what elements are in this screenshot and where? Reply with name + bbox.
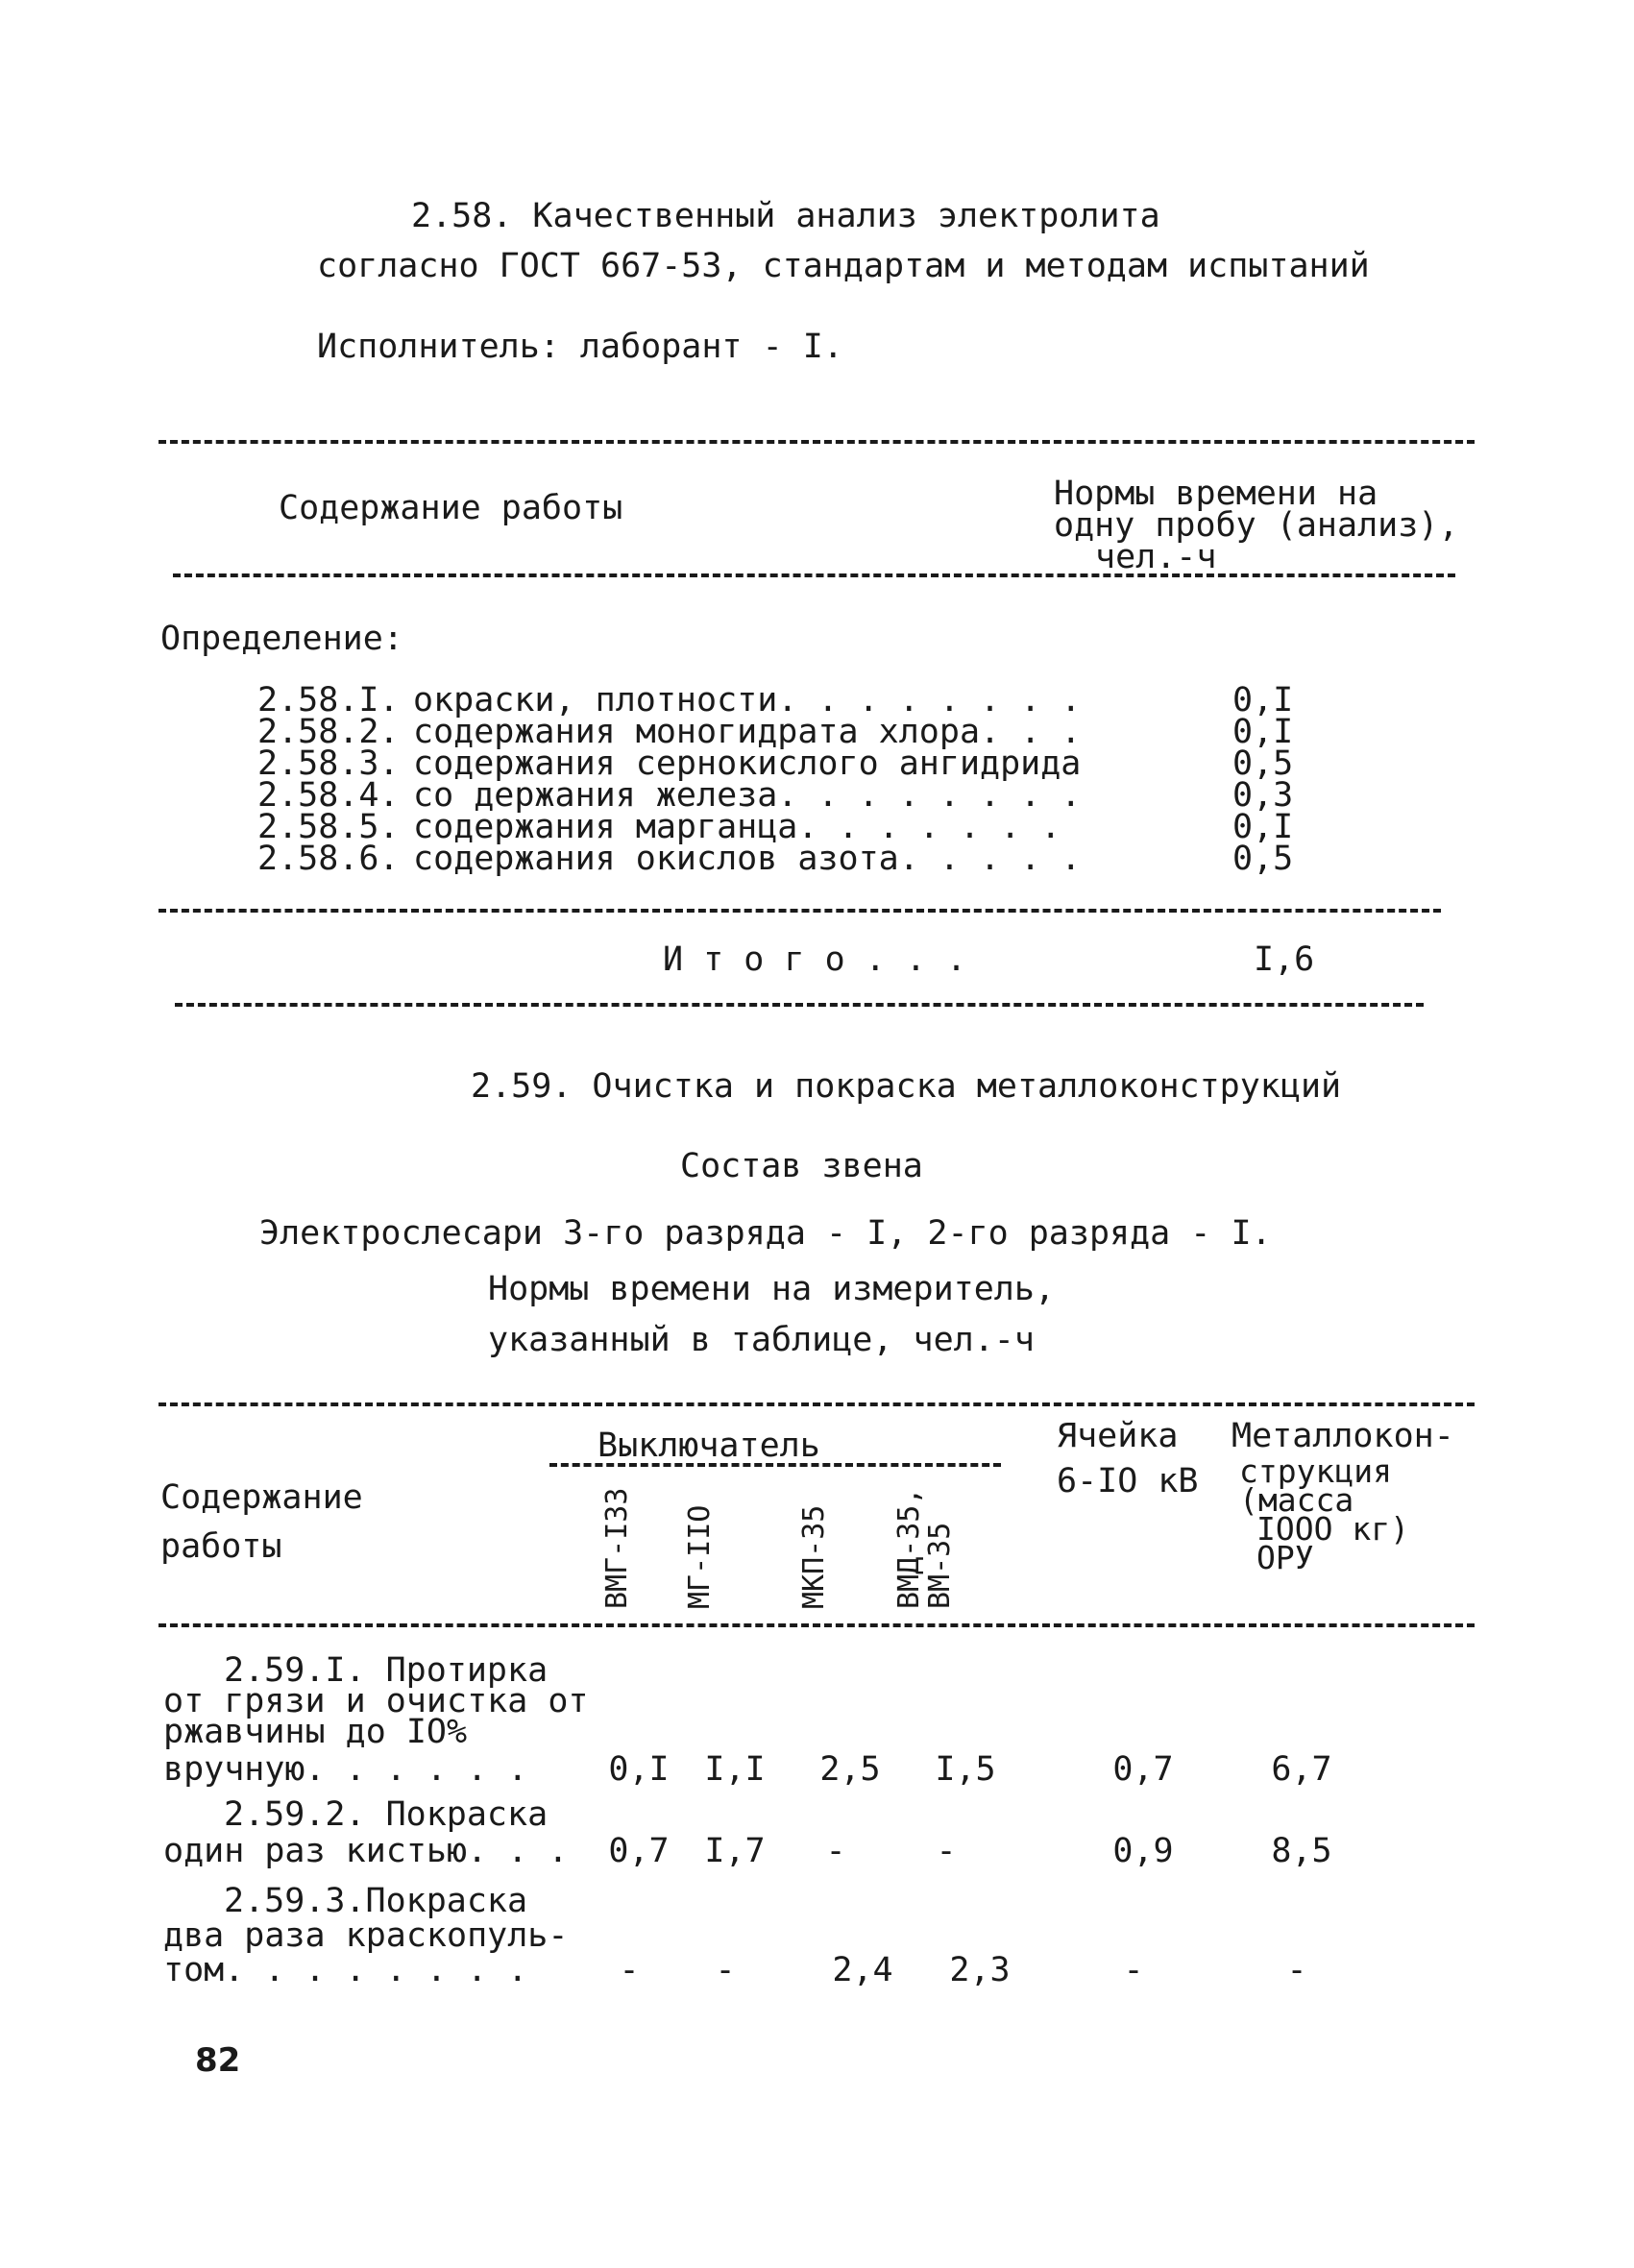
table-259-col-metal-line4: IOOO кг) bbox=[1256, 1510, 1409, 1548]
section-258-executor: Исполнитель: лаборант - I. bbox=[317, 328, 843, 366]
table-row-text: содержания окислов азота. . . . . bbox=[413, 840, 1082, 878]
table-row-value: 0,I bbox=[1232, 713, 1294, 751]
section-259-title: 2.59. Очистка и покраска металлоконструкций bbox=[471, 1067, 1342, 1106]
row-value: 2,4 bbox=[832, 1951, 893, 1989]
row-text-line: 2.59.3.Покраска bbox=[224, 1882, 528, 1920]
row-value: I,5 bbox=[935, 1750, 996, 1789]
table-row-value: 0,I bbox=[1232, 808, 1294, 846]
row-text-line: один раз кистью. . . bbox=[163, 1832, 569, 1870]
table-row-num: 2.58.2. bbox=[257, 713, 400, 751]
table-259-col-metal-line3: (масса bbox=[1239, 1481, 1354, 1519]
table-row-value: 0,5 bbox=[1232, 744, 1294, 783]
section-258-title-line2: согласно ГОСТ 667-53, стандартам и методам испытаний bbox=[317, 247, 1370, 285]
table-258-total-label: И т о г о . . . bbox=[663, 940, 967, 979]
rule-header-bottom bbox=[173, 573, 1455, 577]
section-259-crew: Электрослесари 3-го разряда - I, 2-го разряда - I. bbox=[259, 1214, 1272, 1253]
table-259-switch-col-4: ВМД-35, bbox=[892, 1487, 926, 1609]
row-value: - bbox=[825, 1832, 846, 1870]
row-value: 2,5 bbox=[819, 1750, 881, 1789]
row-value: - bbox=[715, 1951, 736, 1989]
table-row-num: 2.58.I. bbox=[257, 681, 400, 719]
table-258-col2-header-line1: Нормы времени на bbox=[1054, 475, 1378, 513]
row-value: I,7 bbox=[704, 1832, 766, 1870]
rule-top bbox=[159, 440, 1475, 444]
row-value: 2,3 bbox=[949, 1951, 1011, 1989]
table-258-col1-header: Содержание работы bbox=[279, 489, 623, 527]
row-text-line: 2.59.2. Покраска bbox=[224, 1795, 549, 1834]
table-258-total-value: I,6 bbox=[1254, 940, 1315, 979]
table-259-col-cell-line1: Ячейка bbox=[1057, 1417, 1179, 1455]
section-259-norms-line1: Нормы времени на измеритель, bbox=[488, 1270, 1056, 1308]
row-text-line: ржавчины до IO% bbox=[163, 1713, 468, 1751]
table-259-col-work-line1: Содержание bbox=[160, 1478, 363, 1517]
row-value: 6,7 bbox=[1271, 1750, 1332, 1789]
table-259-col-work-line2: работы bbox=[160, 1527, 282, 1566]
table-row-value: 0,5 bbox=[1232, 840, 1294, 878]
row-text-line: вручную. . . . . . bbox=[163, 1750, 528, 1789]
row-value: I,I bbox=[704, 1750, 766, 1789]
page-number: 82 bbox=[195, 2041, 241, 2080]
table-row-text: со держания железа. . . . . . . . bbox=[413, 776, 1082, 815]
section-259-norms-line2: указанный в таблице, чел.-ч bbox=[488, 1321, 1035, 1359]
row-value: - bbox=[1286, 1951, 1307, 1989]
rule-switch-group bbox=[549, 1463, 1001, 1467]
table-259-col-metal-line5: ОРУ bbox=[1256, 1539, 1314, 1576]
row-value: 0,9 bbox=[1112, 1832, 1174, 1870]
table-row-value: 0,I bbox=[1232, 681, 1294, 719]
table-259-switch-col-3: МКП-35 bbox=[797, 1504, 831, 1609]
table-row-num: 2.58.3. bbox=[257, 744, 400, 783]
table-259-switch-col-2: МГ-IIO bbox=[683, 1504, 717, 1609]
rule-259-header-bottom bbox=[159, 1623, 1475, 1627]
row-text-line: от грязи и очистка от bbox=[163, 1682, 589, 1720]
row-value: 0,I bbox=[608, 1750, 670, 1789]
table-258-col2-header-line2: одну пробу (анализ), bbox=[1054, 506, 1459, 545]
row-value: 0,7 bbox=[1112, 1750, 1174, 1789]
table-row-text: окраски, плотности. . . . . . . . bbox=[413, 681, 1082, 719]
row-value: - bbox=[936, 1832, 957, 1870]
row-value: 8,5 bbox=[1271, 1832, 1332, 1870]
row-value: - bbox=[1123, 1951, 1144, 1989]
table-259-switch-col-4b: ВМ-35 bbox=[923, 1522, 957, 1609]
table-259-col-metal-line2: струкция bbox=[1239, 1452, 1392, 1490]
row-value: 0,7 bbox=[608, 1832, 670, 1870]
row-text-line: том. . . . . . . . bbox=[163, 1951, 528, 1989]
table-259-group-switch: Выключатель bbox=[598, 1427, 820, 1465]
section-259-crew-heading: Состав звена bbox=[680, 1147, 923, 1185]
table-row-num: 2.58.4. bbox=[257, 776, 400, 815]
table-row-value: 0,3 bbox=[1232, 776, 1294, 815]
table-259-col-metal-line1: Металлокон- bbox=[1232, 1417, 1454, 1455]
table-259-col-cell-line2: 6-IO кВ bbox=[1057, 1462, 1199, 1500]
rule-259-top bbox=[159, 1402, 1475, 1406]
table-258-group-label: Определение: bbox=[160, 620, 403, 658]
row-text-line: два раза краскопуль- bbox=[163, 1916, 569, 1955]
table-row-num: 2.58.6. bbox=[257, 840, 400, 878]
table-259-switch-col-1: ВМГ-I33 bbox=[600, 1487, 634, 1609]
section-258-title-line1: 2.58. Качественный анализ электролита bbox=[411, 197, 1160, 235]
table-258-col2-header-line3: чел.-ч bbox=[1095, 538, 1217, 576]
row-value: - bbox=[619, 1951, 640, 1989]
table-row-num: 2.58.5. bbox=[257, 808, 400, 846]
rule-total-bottom bbox=[175, 1003, 1424, 1007]
table-row-text: содержания моногидрата хлора. . . bbox=[413, 713, 1082, 751]
row-text-line: 2.59.I. Протирка bbox=[224, 1651, 549, 1690]
table-row-text: содержания марганца. . . . . . . bbox=[413, 808, 1061, 846]
rule-body-bottom bbox=[159, 909, 1441, 913]
table-row-text: содержания сернокислого ангидрида bbox=[413, 744, 1082, 783]
